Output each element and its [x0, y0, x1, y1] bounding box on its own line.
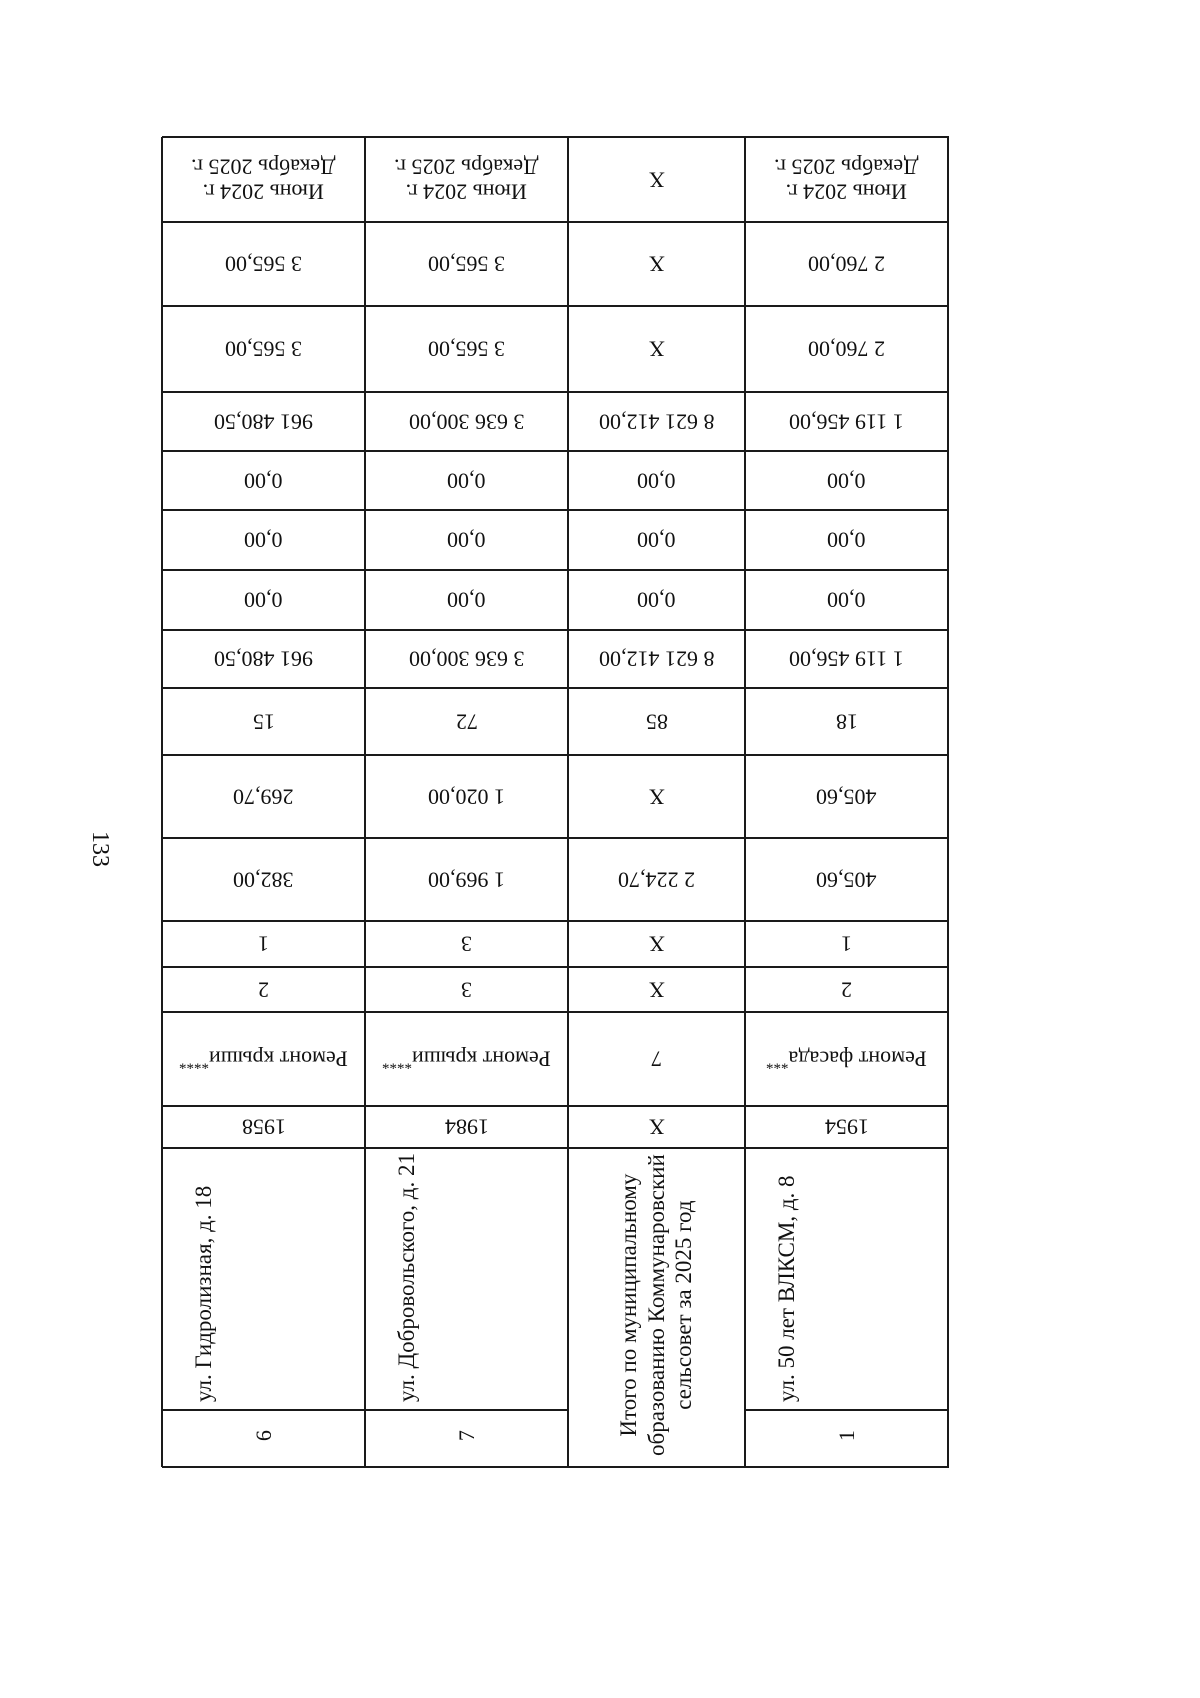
c1-cell	[745, 921, 948, 967]
c2-cell	[568, 967, 745, 1012]
count-value: 85	[645, 709, 668, 735]
period-end: Декабрь 2025 г.	[191, 154, 336, 180]
count-value: 72	[455, 709, 478, 735]
z2-cell	[365, 510, 568, 570]
z3-value: 0,00	[447, 468, 486, 494]
z1-value: 0,00	[244, 587, 283, 613]
z3-cell	[568, 451, 745, 510]
page-number: 133	[87, 831, 113, 867]
z2-cell	[745, 510, 948, 570]
c1-cell	[365, 921, 568, 967]
c1-value: 3	[461, 931, 472, 957]
label-line: сельсовет за 2025 год	[671, 1200, 697, 1410]
period-start: Х	[648, 167, 665, 193]
c1-value: 1	[841, 931, 852, 957]
year-cell	[365, 1106, 568, 1148]
c2-value: 3	[461, 977, 472, 1003]
address-label	[773, 1175, 801, 1402]
c2-cell	[365, 967, 568, 1012]
z3-cell	[365, 451, 568, 510]
z1-cell	[745, 570, 948, 630]
label-line: ул. 50 лет ВЛКСМ, д. 8	[773, 1175, 799, 1402]
area1-cell	[365, 838, 568, 921]
unit2-value: 3 565,00	[428, 336, 505, 362]
z1-cell	[162, 570, 365, 630]
area2-value: 405,60	[816, 784, 877, 810]
cost-cell	[745, 630, 948, 688]
z1-cell	[568, 570, 745, 630]
cost-value: 8 621 412,00	[598, 646, 715, 672]
work-type	[651, 1046, 662, 1071]
area2-value: Х	[648, 784, 665, 810]
work-type-cell	[162, 1012, 365, 1106]
cost-value: 1 119 456,00	[789, 646, 904, 672]
period-end: Декабрь 2025 г.	[394, 154, 539, 180]
c2-cell	[162, 967, 365, 1012]
table-bottom-border	[162, 1466, 949, 1468]
z3-value: 0,00	[244, 468, 283, 494]
label-line: ул. Добровольского, д. 21	[393, 1152, 419, 1402]
footnote-mark: ****	[179, 1055, 210, 1072]
period-cell	[162, 137, 365, 222]
area2-cell	[365, 755, 568, 838]
label-line: образованию Коммунаровский	[643, 1154, 669, 1456]
count-cell	[162, 688, 365, 755]
cost2-cell	[568, 392, 745, 451]
unit2-cell	[568, 306, 745, 392]
total-label	[615, 1154, 698, 1456]
c2-value: Х	[648, 977, 665, 1003]
c1-value: 1	[258, 931, 269, 957]
count-value: 15	[252, 709, 275, 735]
area1-cell	[745, 838, 948, 921]
row-number-cell	[365, 1410, 568, 1462]
c2-cell	[745, 967, 948, 1012]
unit2-cell	[162, 306, 365, 392]
year-value: Х	[648, 1114, 665, 1140]
work-type-label: 7	[651, 1046, 662, 1072]
z2-value: 0,00	[827, 527, 866, 553]
area1-value: 1 969,00	[428, 867, 505, 893]
period-cell	[568, 137, 745, 222]
c2-value: 2	[841, 977, 852, 1003]
cost-cell	[568, 630, 745, 688]
z2-cell	[162, 510, 365, 570]
cost-cell	[365, 630, 568, 688]
period-end: Декабрь 2025 г.	[774, 154, 919, 180]
c2-value: 2	[258, 977, 269, 1003]
period-start: Июнь 2024 г.	[405, 179, 528, 205]
z1-cell	[365, 570, 568, 630]
c1-cell	[162, 921, 365, 967]
count-cell	[365, 688, 568, 755]
area2-value: 269,70	[233, 784, 294, 810]
area1-cell	[162, 838, 365, 921]
unit1-cell	[365, 222, 568, 306]
unit2-value: 2 760,00	[808, 336, 885, 362]
period-text	[394, 154, 538, 205]
row-number: 1	[833, 1430, 859, 1442]
period-cell	[365, 137, 568, 222]
work-type-label: Ремонт крыши	[412, 1046, 551, 1072]
z2-value: 0,00	[637, 527, 676, 553]
count-cell	[568, 688, 745, 755]
work-type-label: Ремонт фасада	[788, 1046, 927, 1072]
z3-value: 0,00	[827, 468, 866, 494]
area2-value: 1 020,00	[428, 784, 505, 810]
count-cell	[745, 688, 948, 755]
address-label	[190, 1186, 218, 1402]
address-cell	[162, 1148, 365, 1410]
z1-value: 0,00	[637, 587, 676, 613]
period-start: Июнь 2024 г.	[202, 179, 325, 205]
cost-cell	[162, 630, 365, 688]
z2-value: 0,00	[447, 527, 486, 553]
z3-cell	[745, 451, 948, 510]
row-number: 6	[250, 1430, 276, 1442]
cost2-value: 3 636 300,00	[408, 409, 525, 435]
cost2-value: 1 119 456,00	[789, 409, 904, 435]
unit2-value: 3 565,00	[225, 336, 302, 362]
period-cell	[745, 137, 948, 222]
cost2-cell	[745, 392, 948, 451]
address-cell	[745, 1148, 948, 1410]
unit1-value: Х	[648, 251, 665, 277]
work-type	[382, 1046, 551, 1071]
z1-value: 0,00	[447, 587, 486, 613]
area1-cell	[568, 838, 745, 921]
unit2-cell	[365, 306, 568, 392]
count-value: 18	[835, 709, 858, 735]
year-cell	[162, 1106, 365, 1148]
label-line: ул. Гидролизная, д. 18	[190, 1185, 216, 1402]
label-line: Итого по муниципальному	[616, 1173, 641, 1437]
work-type-cell	[745, 1012, 948, 1106]
cost2-value: 8 621 412,00	[598, 409, 715, 435]
work-type-cell	[568, 1012, 745, 1106]
footnote-mark: ***	[766, 1055, 789, 1072]
year-value: 1984	[444, 1114, 489, 1140]
unit1-cell	[568, 222, 745, 306]
year-value: 1958	[241, 1114, 286, 1140]
row-number-cell	[162, 1410, 365, 1462]
period-text	[774, 154, 918, 205]
cost2-cell	[162, 392, 365, 451]
unit2-value: Х	[648, 336, 665, 362]
c1-value: Х	[648, 931, 665, 957]
address-label	[393, 1153, 421, 1402]
work-type-label: Ремонт крыши	[209, 1046, 348, 1072]
area1-value: 382,00	[233, 867, 294, 893]
unit1-cell	[745, 222, 948, 306]
z3-cell	[162, 451, 365, 510]
row-number-cell	[745, 1410, 948, 1462]
cost-value: 3 636 300,00	[408, 646, 525, 672]
z2-value: 0,00	[244, 527, 283, 553]
row-number: 7	[453, 1430, 479, 1442]
cost-value: 961 480,50	[214, 646, 313, 672]
unit2-cell	[745, 306, 948, 392]
unit1-cell	[162, 222, 365, 306]
area1-value: 405,60	[816, 867, 877, 893]
area2-cell	[162, 755, 365, 838]
period-text	[649, 167, 665, 192]
work-type-cell	[365, 1012, 568, 1106]
z3-value: 0,00	[637, 468, 676, 494]
unit1-value: 3 565,00	[225, 251, 302, 277]
year-cell	[745, 1106, 948, 1148]
work-type	[179, 1046, 348, 1071]
cost2-cell	[365, 392, 568, 451]
z1-value: 0,00	[827, 587, 866, 613]
period-start: Июнь 2024 г.	[785, 179, 908, 205]
address-cell	[365, 1148, 568, 1410]
unit1-value: 3 565,00	[428, 251, 505, 277]
work-type	[766, 1046, 927, 1071]
footnote-mark: ****	[382, 1055, 413, 1072]
year-value: 1954	[824, 1114, 869, 1140]
cost2-value: 961 480,50	[214, 409, 313, 435]
unit1-value: 2 760,00	[808, 251, 885, 277]
period-text	[191, 154, 335, 205]
year-cell	[568, 1106, 745, 1148]
area2-cell	[568, 755, 745, 838]
c1-cell	[568, 921, 745, 967]
area1-value: 2 224,70	[618, 867, 695, 893]
total-label-cell	[568, 1148, 745, 1462]
area2-cell	[745, 755, 948, 838]
z2-cell	[568, 510, 745, 570]
